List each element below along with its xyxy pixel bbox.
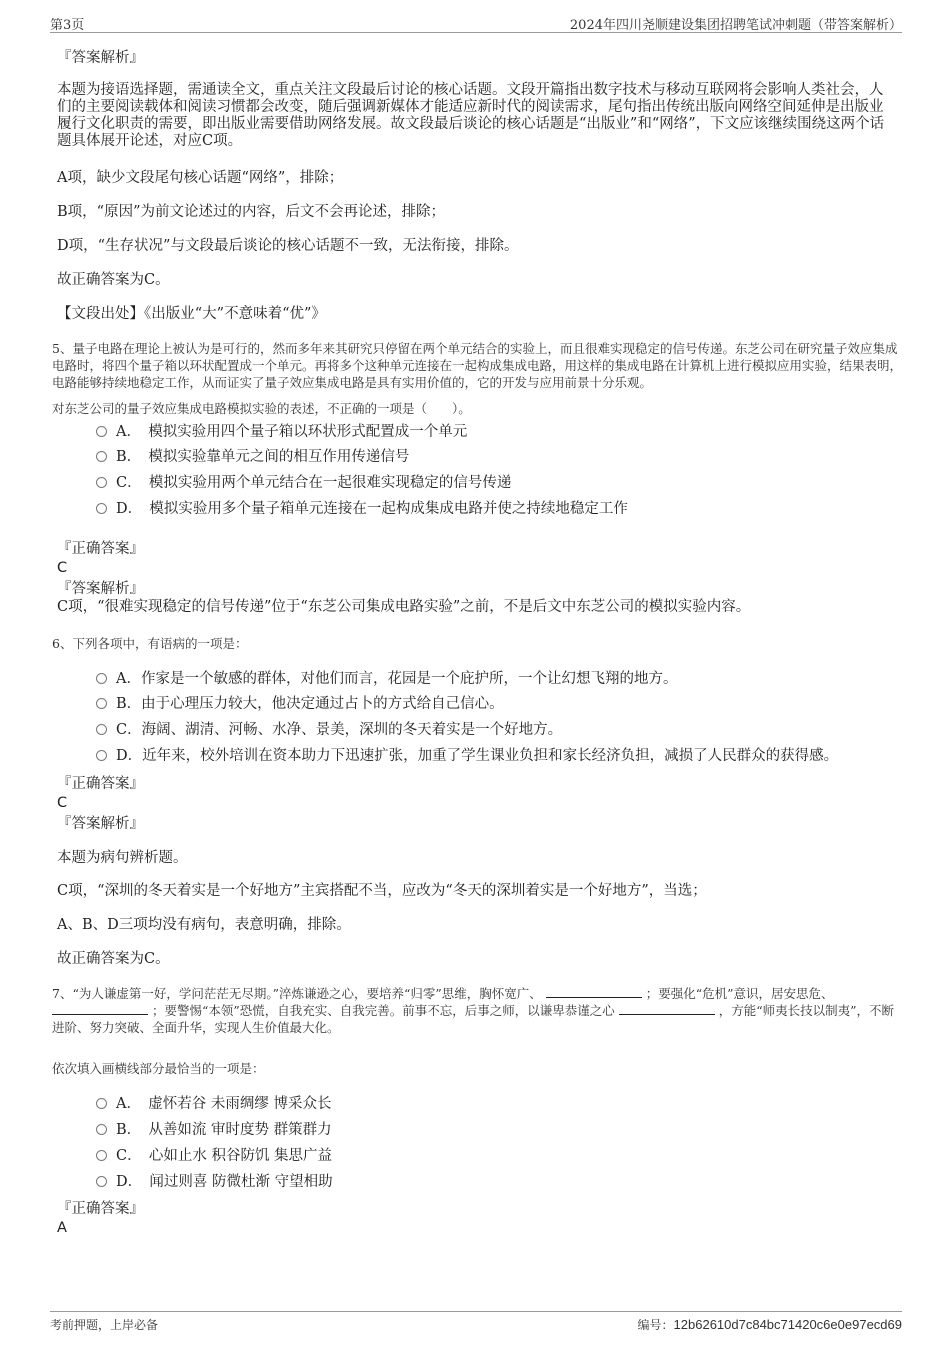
q7-stem-part2: ；要强化“危机”意识，居安思危、: [645, 986, 834, 1001]
radio-icon[interactable]: [96, 750, 107, 761]
q7-option-d[interactable]: [96, 1173, 333, 1191]
q5-answer: C: [57, 560, 68, 576]
q6-analysis-line3: A、B、D三项均没有病句，表意明确，排除。: [57, 917, 351, 933]
q7-blank-1: [546, 985, 642, 998]
q7-stem-part4: ，方能“师夷长技以制夷”，不断进阶、努力突破、全面升华，实现人生价值最大化。: [52, 1003, 895, 1035]
q5-option-d[interactable]: [96, 500, 628, 518]
q7-option-a[interactable]: [96, 1095, 331, 1113]
q5-option-d-text: D． 模拟实验用多个量子箱单元连接在一起构成集成电路并使之持续地稳定工作: [116, 501, 628, 517]
q7-stem: [52, 985, 902, 1036]
q7-option-c[interactable]: [96, 1147, 332, 1165]
radio-icon[interactable]: [96, 724, 107, 735]
q6-answer-label: 『正确答案』: [57, 776, 144, 792]
page-number: 第3页: [50, 18, 85, 33]
q6-option-b-text: B．由于心理压力较大，他决定通过占卜的方式给自己信心。: [116, 696, 504, 712]
radio-icon[interactable]: [96, 1150, 107, 1161]
q7-stem-part1: 7、“为人谦虚第一好，学问茫茫无尽期。”淬炼谦逊之心，要培养“归零”思维，胸怀宽广、: [52, 986, 542, 1001]
q4-conclusion: 故正确答案为C。: [57, 272, 170, 288]
q6-option-c-text: C．海阔、湖清、河畅、水净、景美，深圳的冬天着实是一个好地方。: [116, 722, 563, 738]
q5-analysis: C项，“很难实现稳定的信号传递”位于“东芝公司集成电路实验”之前，不是后文中东芝公司的模拟实验内容。: [57, 599, 751, 615]
q6-option-a-text: A．作家是一个敏感的群体，对他们而言，花园是一个庇护所，一个让幻想飞翔的地方。: [116, 671, 678, 687]
q7-option-d-text: D． 闻过则喜 防微杜渐 守望相助: [116, 1174, 333, 1190]
q6-option-c[interactable]: [96, 721, 562, 739]
q7-option-b-text: B． 从善如流 审时度势 群策群力: [116, 1122, 332, 1138]
document-title: 2024年四川尧顺建设集团招聘笔试冲刺题（带答案解析）: [569, 18, 902, 33]
q6-conclusion: 故正确答案为C。: [57, 951, 170, 967]
q7-option-a-text: A． 虚怀若谷 未雨绸缪 博采众长: [116, 1096, 332, 1112]
q7-answer-label: 『正确答案』: [57, 1201, 144, 1217]
q5-option-c[interactable]: [96, 474, 511, 492]
q6-option-d-text: D．近年来，校外培训在资本助力下迅速扩张，加重了学生课业负担和家长经济负担，减损了人民群众的获得感。: [116, 748, 839, 764]
q7-blank-3: [619, 1002, 715, 1015]
radio-icon[interactable]: [96, 673, 107, 684]
q5-analysis-label: 『答案解析』: [57, 581, 144, 597]
page-header: [50, 12, 902, 33]
q6-analysis-label: 『答案解析』: [57, 816, 144, 832]
footer-code-label: 编号：: [637, 1318, 674, 1332]
q6-option-d[interactable]: [96, 747, 838, 765]
radio-icon[interactable]: [96, 698, 107, 709]
q7-blank-2: [52, 1002, 148, 1015]
radio-icon[interactable]: [96, 503, 107, 514]
q7-answer: A: [57, 1220, 67, 1236]
q5-option-a-text: A． 模拟实验用四个量子箱以环状形式配置成一个单元: [116, 424, 468, 440]
q4-line-b: B项，“原因”为前文论述过的内容，后文不会再论述，排除；: [57, 204, 445, 220]
radio-icon[interactable]: [96, 451, 107, 462]
q5-answer-label: 『正确答案』: [57, 541, 144, 557]
q6-analysis-line2: C项，“深圳的冬天着实是一个好地方”主宾搭配不当，应改为“冬天的深圳着实是一个好地方”，当选；: [57, 883, 707, 899]
q7-question: 依次填入画横线部分最恰当的一项是：: [52, 1061, 265, 1076]
footer-code: [638, 1316, 902, 1333]
footer-code-value: 12b62610d7c84bc71420c6e0e97ecd69: [673, 1317, 902, 1332]
radio-icon[interactable]: [96, 1176, 107, 1187]
q5-option-c-text: C． 模拟实验用两个单元结合在一起很难实现稳定的信号传递: [116, 475, 512, 491]
q6-option-b[interactable]: [96, 695, 504, 713]
q4-analysis-paragraph: 本题为接语选择题，需通读全文，重点关注文段最后讨论的核心话题。文段开篇指出数字技术与移动互联网将会影响人类社会，人们的主要阅读载体和阅读习惯都会改变，随后强调新媒体才能适应新时代的阅读需求，尾句指出传统出版向网络空间延伸是出版业履行文化职责的需要，即出版业需要借助网络发展。故文段最后谈论的核心话题是“出版业”和“网络”，下文应该继续围绕这两个话题具体展开论述，对应C项。: [57, 82, 885, 149]
q6-analysis-line1: 本题为病句辨析题。: [57, 850, 188, 866]
q6-answer: C: [57, 795, 68, 811]
q4-analysis-text: [57, 82, 897, 150]
q7-stem-part3: ；要警惕“本领”恐慌，自我充实、自我完善。前事不忘，后事之师，以谦卑恭谨之心: [151, 1003, 615, 1018]
q4-analysis-label: 『答案解析』: [57, 50, 144, 66]
q5-question: 对东芝公司的量子效应集成电路模拟实验的表述，不正确的一项是（ ）。: [52, 401, 471, 416]
q5-stem: 5、量子电路在理论上被认为是可行的，然而多年来其研究只停留在两个单元结合的实验上，而且很难实现稳定的信号传递。东芝公司在研究量子效应集成电路时，将四个量子箱以环状配置成一个单元。再将多个这种单元连接在一起构成集成电路，用这样的集成电路在计算机上进行模拟应用实验，结果表明，电路能够持续地稳定工作，从而证实了量子效应集成电路是具有实用价值的，它的开发与应用前景十分乐观。: [52, 341, 903, 390]
q4-line-a: A项，缺少文段尾句核心话题“网络”，排除；: [57, 170, 344, 186]
page-footer: [50, 1311, 902, 1336]
q6-stem: 6、下列各项中，有语病的一项是：: [52, 636, 248, 651]
q7-option-c-text: C． 心如止水 积谷防饥 集思广益: [116, 1148, 333, 1164]
radio-icon[interactable]: [96, 1098, 107, 1109]
radio-icon[interactable]: [96, 477, 107, 488]
q6-option-a[interactable]: [96, 670, 677, 688]
q4-source: 【文段出处】《出版业“大”不意味着“优”》: [57, 306, 326, 322]
radio-icon[interactable]: [96, 1124, 107, 1135]
footer-slogan: 考前押题，上岸必备: [50, 1318, 159, 1332]
q7-option-b[interactable]: [96, 1121, 332, 1139]
q5-option-a[interactable]: [96, 423, 467, 441]
q4-line-d: D项，“生存状况”与文段最后谈论的核心话题不一致，无法衔接，排除。: [57, 238, 519, 254]
radio-icon[interactable]: [96, 426, 107, 437]
q5-option-b-text: B． 模拟实验靠单元之间的相互作用传递信号: [116, 449, 410, 465]
q5-option-b[interactable]: [96, 448, 409, 466]
